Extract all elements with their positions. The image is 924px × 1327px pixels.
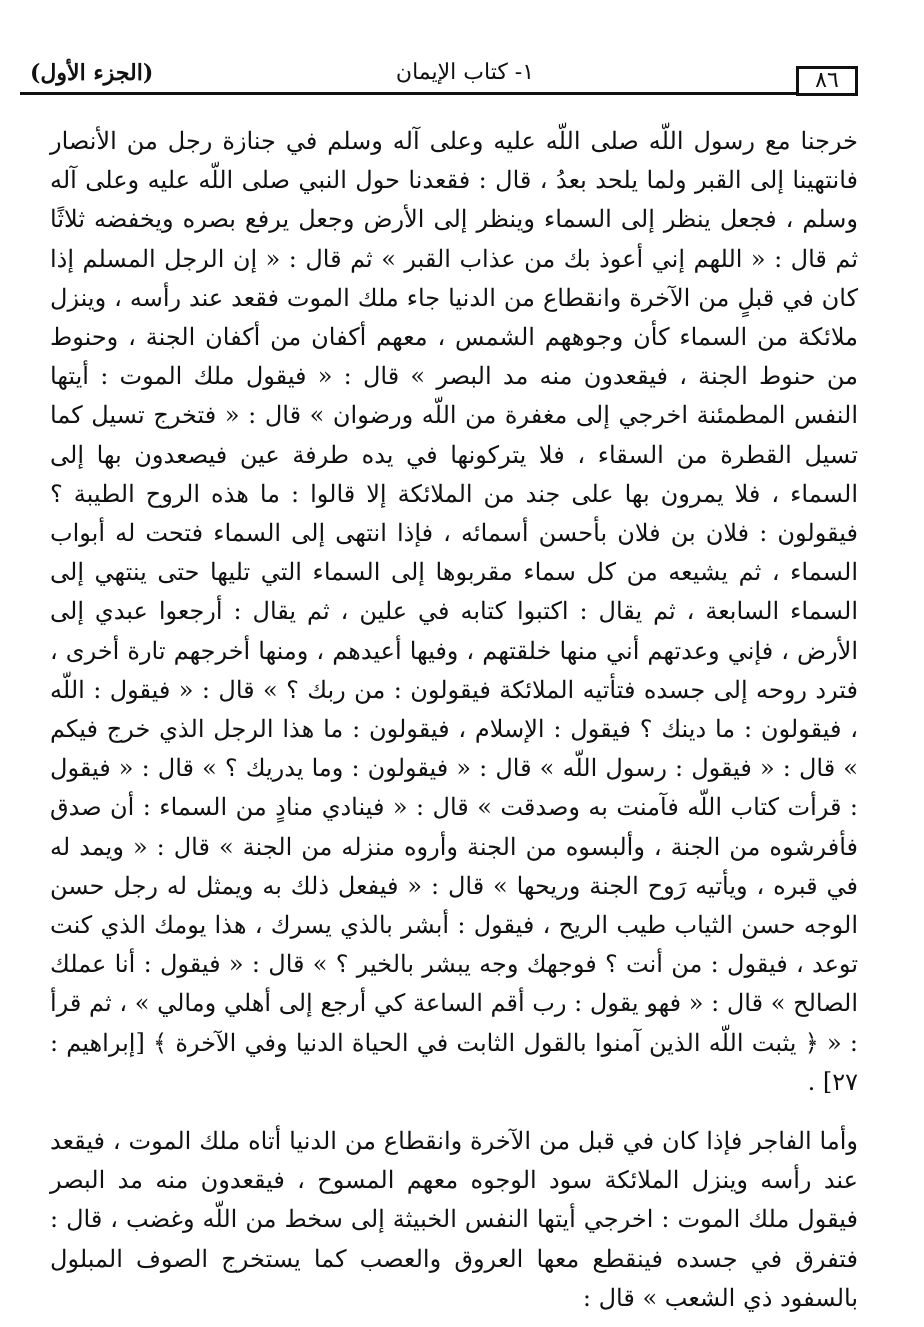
paragraph-2: وأما الفاجر فإذا كان في قبل من الآخرة وانقطاع من الدنيا أتاه ملك الموت ، فيقعد عند رأسه وينزل الملائكة سود الوجوه معهم المسوح ، فيقعدون منه مد البصر فيقول ملك الموت : اخرجي أيتها النفس الخبيثة إلى سخط من اللّه وغضب ، قال : فتفرق في جسده فينقطع معها العروق والعصب كما يستخرج الصوف المبلول بالسفود ذي الشعب » قال : (50, 1127, 858, 1312)
page-number: ٨٦ (796, 66, 858, 96)
page-body (50, 122, 858, 1318)
paragraph-1: خرجنا مع رسول اللّه صلى اللّه عليه وعلى آله وسلم في جنازة رجل من الأنصار فانتهينا إلى القبر ولما يلحد بعدُ ، قال : فقعدنا حول النبي صلى اللّه عليه وعلى آله وسلم ، فجعل ينظر إلى السماء وينظر إلى الأرض وجعل يرفع بصره ويخفضه ثلاثًا ثم قال : « اللهم إني أعوذ بك من عذاب القبر » ثم قال : « إن الرجل المسلم إذا كان في قبلٍ من الآخرة وانقطاع من الدنيا جاء ملك الموت فقعد عند رأسه ، وينزل ملائكة من السماء كأن وجوههم الشمس ، معهم أكفان من أكفان الجنة ، وحنوط من حنوط الجنة ، فيقعدون منه مد البصر » قال : « فيقول ملك الموت : أيتها النفس المطمئنة اخرجي إلى مغفرة من اللّه ورضوان » قال : « فتخرج تسيل كما تسيل القطرة من السقاء ، فلا يتركونها في يده طرفة عين فيصعدون بها إلى السماء ، فلا يمرون بها على جند من الملائكة إلا قالوا : ما هذه الروح الطيبة ؟ فيقولون : فلان بن فلان بأحسن أسمائه ، فإذا انتهى إلى السماء فتحت له أبواب السماء ، ثم يشيعه من كل سماء مقربوها إلى السماء التي تليها حتى ينتهي إلى السماء السابعة ، ثم يقال : اكتبوا كتابه في علين ، ثم يقال : أرجعوا عبدي إلى الأرض ، فإني وعدتهم أني منها خلقتهم ، وفيها أعيدهم ، ومنها أخرجهم تارة أخرى ، فترد روحه إلى جسده فتأتيه الملائكة فيقولون : من ربك ؟ » قال : « فيقول : اللّه ، فيقولون : ما دينك ؟ فيقول : الإسلام ، فيقولون : ما هذا الرجل الذي خرج فيكم » قال : « فيقول : رسول اللّه » قال : « فيقولون : وما يدريك ؟ » قال : « فيقول : قرأت كتاب اللّه فآمنت به وصدقت » قال : « فينادي منادٍ من السماء : أن صدق فأفرشوه من الجنة ، وألبسوه من الجنة وأروه منزله من الجنة » قال : « ويمد له في قبره ، ويأتيه رَوح الجنة وريحها » قال : « فيفعل ذلك به ويمثل له رجل حسن الوجه حسن الثياب طيب الريح ، فيقول : أبشر بالذي يسرك ، هذا يومك الذي كنت توعد ، فيقول : من أنت ؟ فوجهك وجه يبشر بالخير ؟ » قال : « فيقول : أنا عملك الصالح » قال : « فهو يقول : رب أقم الساعة كي أرجع إلى أهلي ومالي » ، ثم قرأ : « ﴿ يثبت اللّه الذين آمنوا بالقول الثابت في الحياة الدنيا وفي الآخرة ﴾ [إبراهيم : ٢٧] . (50, 127, 859, 1096)
chapter-title: ١- كتاب الإيمان (395, 60, 535, 85)
header-divider (20, 92, 796, 95)
part-label: (الجزء الأول) (30, 60, 154, 86)
page-header (20, 50, 858, 98)
